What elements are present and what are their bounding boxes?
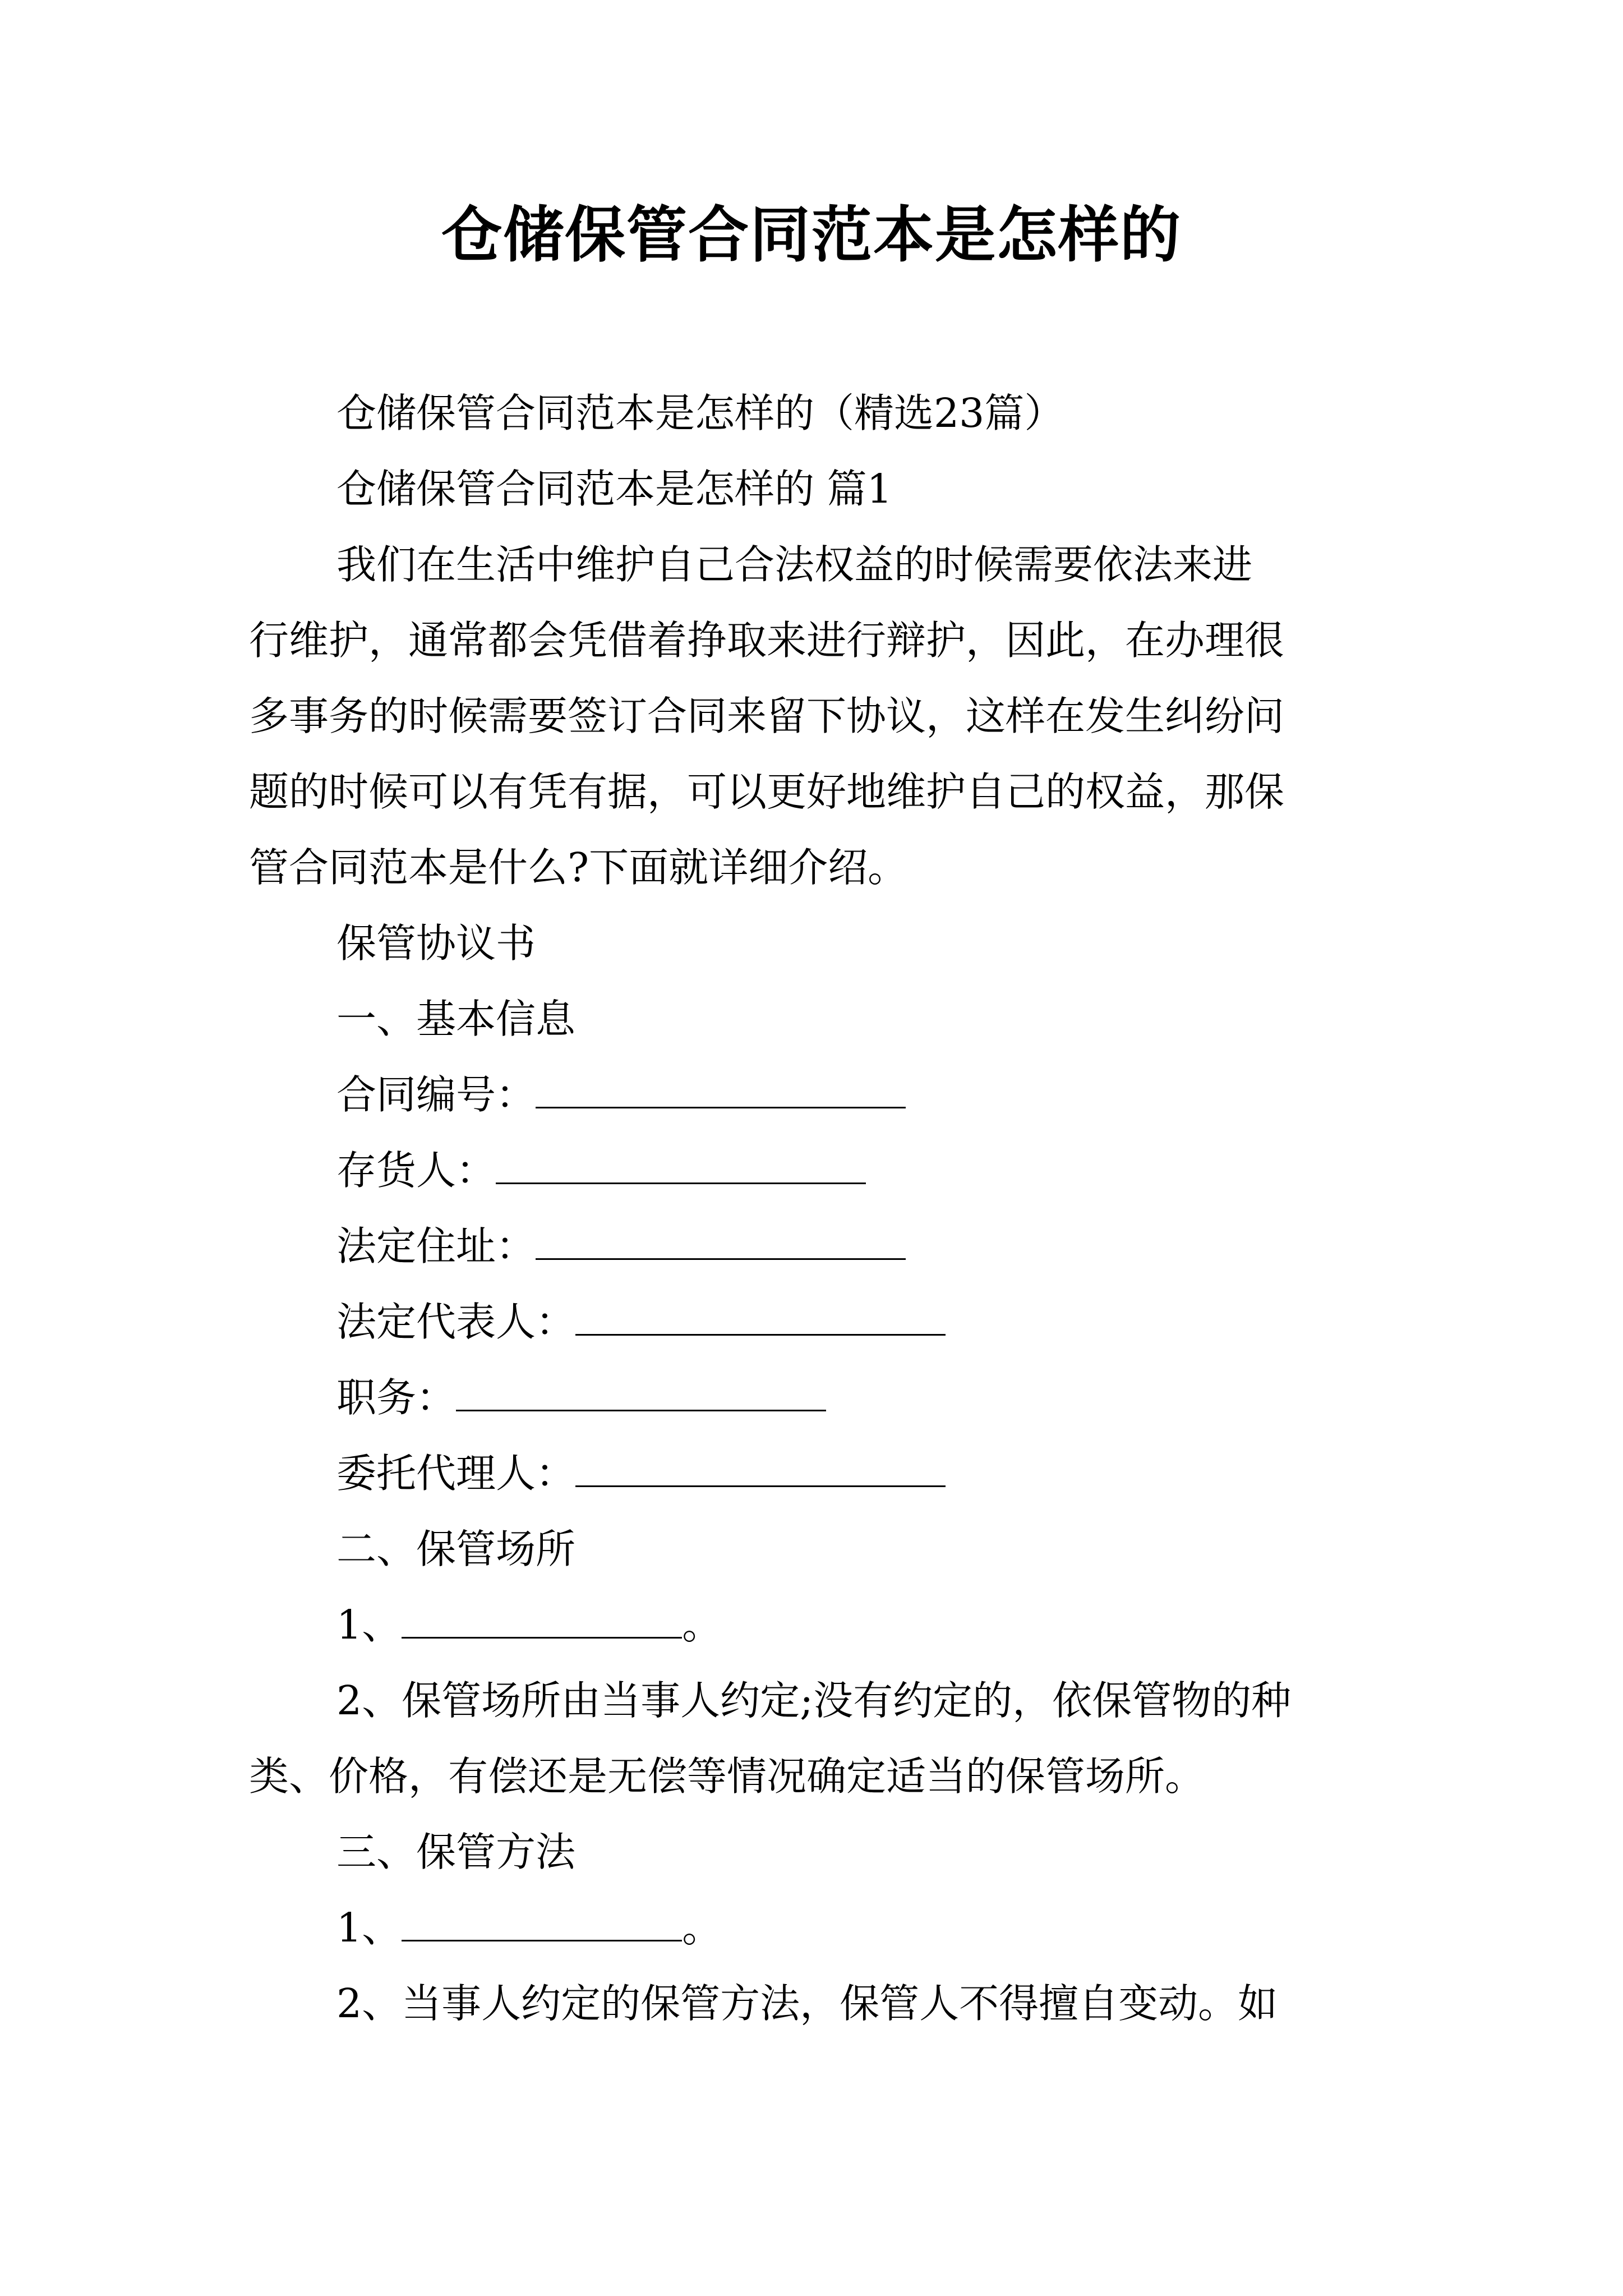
item-period: 。 — [682, 1602, 722, 1648]
blank-line — [536, 1072, 906, 1108]
depositor-field — [336, 1145, 866, 1196]
part2-item2-line: 2、保管场所由当事人约定;没有约定的，依保管物的种 — [336, 1677, 1292, 1724]
item-number: 1、 — [336, 1904, 402, 1951]
contract-number-field — [336, 1070, 906, 1120]
authorized-agent-field — [336, 1448, 946, 1499]
part3-heading: 三、保管方法 — [336, 1829, 576, 1875]
blank-line — [575, 1451, 946, 1487]
legal-representative-field — [336, 1297, 946, 1347]
field-label: 法定住址： — [336, 1223, 536, 1269]
part2-heading: 二、保管场所 — [336, 1526, 576, 1572]
field-label: 委托代理人： — [336, 1450, 576, 1497]
intro-paragraph-line: 我们在生活中维护自己合法权益的时候需要依法来进 — [336, 541, 1253, 588]
part3-item1 — [336, 1903, 722, 1953]
field-label: 合同编号： — [336, 1071, 536, 1118]
intro-paragraph-line: 管合同范本是什么?下面就详细介绍。 — [249, 844, 908, 891]
blank-line — [496, 1148, 866, 1184]
legal-address-field — [336, 1221, 906, 1272]
blank-line — [402, 1602, 682, 1639]
part2-item2-line: 类、价格，有偿还是无偿等情况确定适当的保管场所。 — [249, 1753, 1205, 1800]
intro-paragraph-line: 多事务的时候需要签订合同来留下协议，这样在发生纠纷问 — [249, 693, 1285, 739]
field-label: 法定代表人： — [336, 1299, 576, 1345]
blank-line — [575, 1299, 946, 1336]
document-subtitle: 仓储保管合同范本是怎样的（精选23篇） — [336, 390, 1064, 436]
blank-line — [402, 1905, 682, 1941]
blank-line — [456, 1375, 826, 1411]
intro-paragraph-line: 行维护，通常都会凭借着挣取来进行辩护，因此，在办理很 — [249, 617, 1285, 664]
field-label: 存货人： — [336, 1147, 496, 1194]
section-heading: 仓储保管合同范本是怎样的 篇1 — [336, 466, 892, 512]
agreement-title: 保管协议书 — [336, 920, 536, 967]
item-number: 1、 — [336, 1602, 402, 1648]
intro-paragraph-line: 题的时候可以有凭有据，可以更好地维护自己的权益，那保 — [249, 769, 1285, 815]
part3-item2-line: 2、当事人约定的保管方法，保管人不得擅自变动。如 — [336, 1980, 1278, 2027]
part1-heading: 一、基本信息 — [336, 996, 576, 1042]
part2-item1 — [336, 1600, 722, 1650]
position-field — [336, 1373, 826, 1423]
document-title: 仓储保管合同范本是怎样的 — [441, 200, 1182, 270]
blank-line — [536, 1223, 906, 1260]
field-label: 职务： — [336, 1374, 457, 1421]
item-period: 。 — [682, 1904, 722, 1951]
